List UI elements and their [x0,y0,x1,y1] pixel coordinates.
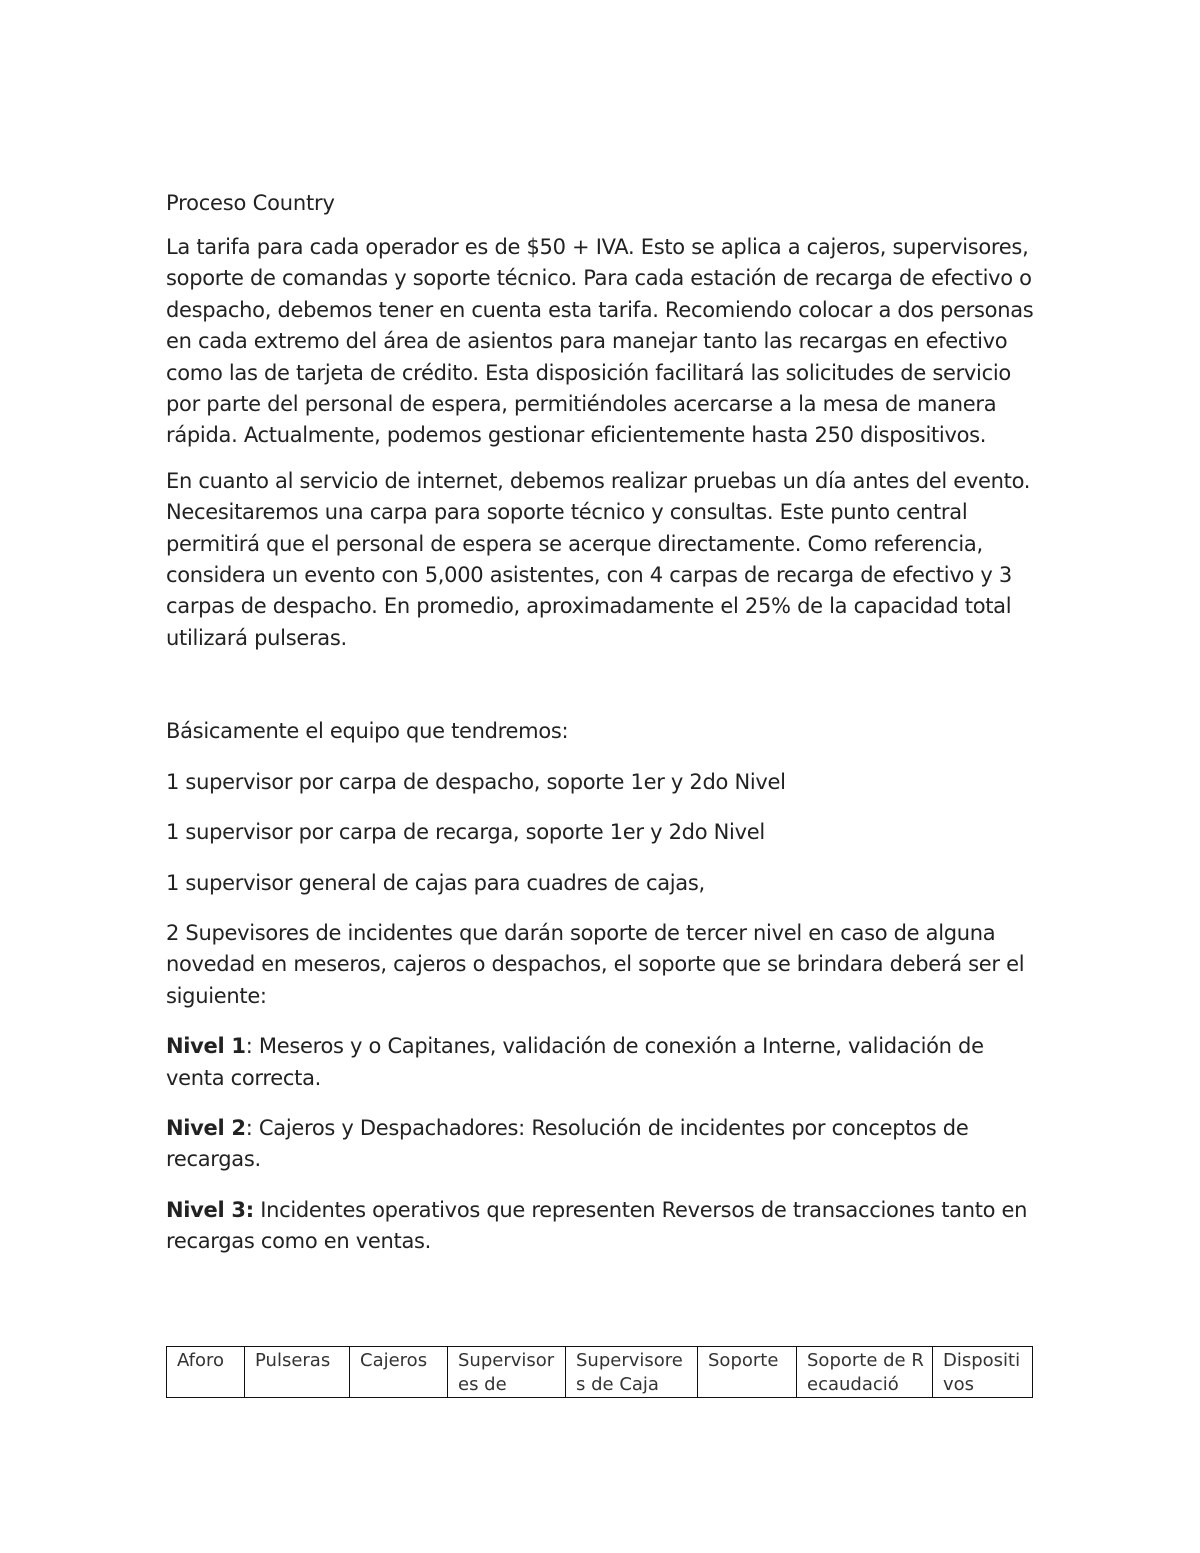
table-header-row [167,1347,1033,1398]
blank-line [166,668,1041,716]
level-3-label: Nivel 3: [166,1197,254,1222]
table-header-soporte-recaudacion: Soporte de Recaudació [797,1347,933,1398]
level-1-label: Nivel 1 [166,1034,246,1059]
level-1 [166,1031,1041,1094]
table-header-aforo: Aforo [167,1347,245,1398]
table-header-dispositivos: Dispositivos [933,1347,1033,1398]
level-2-label: Nivel 2 [166,1115,246,1140]
table-header-pulseras: Pulseras [245,1347,350,1398]
equipment-item-incidentes: 2 Supevisores de incidentes que darán soporte de tercer nivel en caso de alguna novedad en meseros, cajeros o despachos, el soporte que se brindara deberá ser el siguiente: [166,920,1025,1008]
equipment-intro: Básicamente el equipo que tendremos: [166,719,569,744]
table-header-cajeros: Cajeros [350,1347,448,1398]
equipment-item-despacho: 1 supervisor por carpa de despacho, soporte 1er y 2do Nivel [166,769,786,794]
paragraph-tarifa: La tarifa para cada operador es de $50 + IVA. Esto se aplica a cajeros, supervisores, soporte de comandas y soporte técnico. Para cada estación de recarga de efectivo o despacho, debemos tener en cuenta esta tarifa. Recomiendo colocar a dos personas en cada extremo del área de asientos para manejar tanto las recargas en efectivo como las de tarjeta de crédito. Esta disposición facilitará las solicitudes de servicio por parte del personal de espera, permitiéndoles acercarse a la mesa de manera rápida. Actualmente, podemos gestionar eficientemente hasta 250 dispositivos. [166,235,1034,448]
document-page [166,188,1041,1277]
table-header-supervisores-caja: Supervisores de Caja [566,1347,698,1398]
table-header-soporte: Soporte [698,1347,797,1398]
level-3 [166,1195,1041,1258]
equipment-item-recarga: 1 supervisor por carpa de recarga, soporte 1er y 2do Nivel [166,820,765,845]
equipment-item-cajas: 1 supervisor general de cajas para cuadres de cajas, [166,870,705,895]
level-2-text: : Cajeros y Despachadores: Resolución de incidentes por conceptos de recargas. [166,1115,969,1172]
document-title: Proceso Country [166,191,335,215]
table-header-supervisores: Supervisores de [448,1347,566,1398]
level-3-text: Incidentes operativos que representen Reversos de transacciones tanto en recargas como en ventas. [166,1197,1028,1254]
paragraph-internet: En cuanto al servicio de internet, debemos realizar pruebas un día antes del evento. Necesitaremos una carpa para soporte técnico y consultas. Este punto central permitirá que el personal de espera se acerque directamente. Como referencia, considera un evento con 5,000 asistentes, con 4 carpas de recarga de efectivo y 3 carpas de despacho. En promedio, aproximadamente el 25% de la capacidad total utilizará pulseras. [166,468,1031,650]
staffing-table [166,1346,1033,1398]
level-2 [166,1113,1041,1176]
level-1-text: : Meseros y o Capitanes, validación de conexión a Interne, validación de venta correcta. [166,1034,984,1090]
